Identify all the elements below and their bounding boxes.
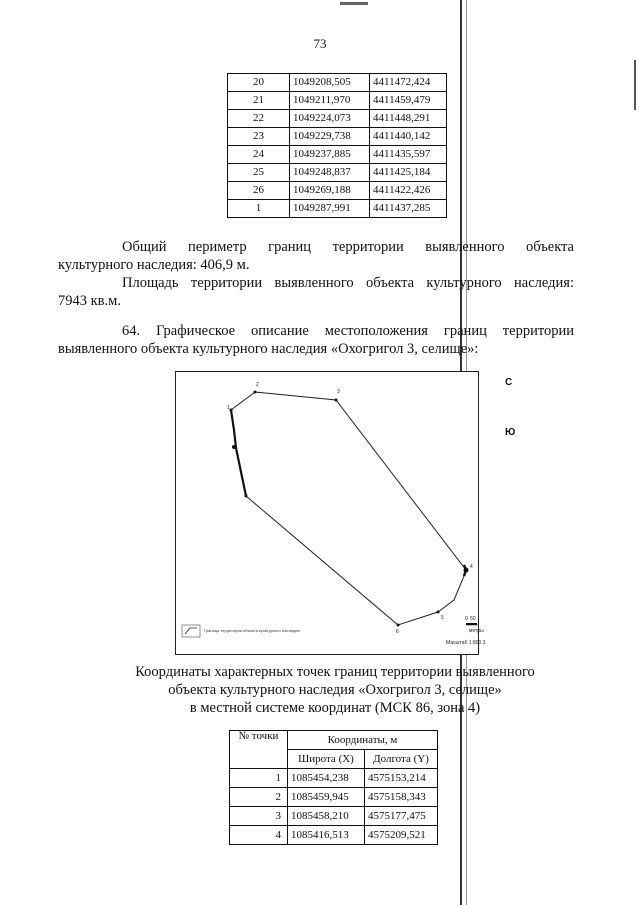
boundary-heavy-segment: [231, 410, 246, 496]
vertex-label-4: 4: [470, 564, 473, 570]
boundary-map: [175, 371, 516, 655]
coord-x: 1085454,238: [288, 769, 365, 788]
perimeter-line-2: культурного наследия: 406,9 м.: [58, 257, 250, 273]
coord-x: 1049287,991: [290, 200, 370, 218]
table-header-row: [230, 731, 438, 750]
coord-y: 4411425,184: [370, 164, 447, 182]
coordinates-heading: [0, 663, 640, 717]
point-number: 1: [228, 200, 290, 218]
point-number: 22: [228, 110, 290, 128]
legend-swatch: [182, 625, 200, 637]
boundary-vertex: [397, 624, 400, 627]
boundary-polygon: [231, 392, 466, 625]
area-line-2: 7943 кв.м.: [58, 293, 121, 309]
map-legend-text: Граница территории объекта культурного наследия: [204, 628, 300, 633]
coord-x: 1049229,738: [290, 128, 370, 146]
coord-x: 1049224,073: [290, 110, 370, 128]
point-number: 20: [228, 74, 290, 92]
boundary-vertex: [335, 399, 338, 402]
boundary-vertex: [464, 568, 469, 573]
point-number: 23: [228, 128, 290, 146]
scale-fifty-label: 50: [470, 616, 476, 622]
coordinates-heading-line-1: Координаты характерных точек границ территории выявленного: [135, 664, 535, 680]
table-row: [228, 200, 447, 218]
point-number: 2: [230, 788, 288, 807]
coord-y: 4411422,426: [370, 182, 447, 200]
page-number: 73: [313, 36, 327, 51]
header-latitude: Широта (X): [288, 750, 365, 769]
table-row: [228, 128, 447, 146]
north-label: С: [505, 377, 513, 388]
vertex-label-6: 6: [396, 629, 399, 635]
perimeter-line-1: Общий периметр границ территории выявленного объекта: [122, 239, 574, 255]
table-row: [228, 182, 447, 200]
coord-x: 1085459,945: [288, 788, 365, 807]
point-number: 25: [228, 164, 290, 182]
coord-x: 1049237,885: [290, 146, 370, 164]
coord-y: 4411440,142: [370, 128, 447, 146]
coord-x: 1049248,837: [290, 164, 370, 182]
vertex-label-2: 2: [256, 382, 259, 388]
header-longitude: Долгота (Y): [365, 750, 438, 769]
point-number: 3: [230, 807, 288, 826]
boundary-vertex: [245, 495, 248, 498]
header-coordinates: Координаты, м: [288, 731, 438, 750]
coordinates-heading-line-2: объекта культурного наследия «Охогригол 3, селище»: [168, 682, 502, 698]
table-row: [230, 826, 438, 845]
scan-top-smudge: [340, 2, 368, 5]
coord-y: 4411448,291: [370, 110, 447, 128]
coord-y: 4411435,597: [370, 146, 447, 164]
coord-y: 4411437,285: [370, 200, 447, 218]
coord-y: 4411472,424: [370, 74, 447, 92]
coordinates-table: [229, 730, 438, 845]
coord-y: 4411459,479: [370, 92, 447, 110]
coord-x: 1085458,210: [288, 807, 365, 826]
boundary-vertex: [437, 611, 440, 614]
coordinates-heading-line-3: в местной системе координат (МСК 86, зона 4): [189, 700, 481, 716]
coord-x: 1085416,513: [288, 826, 365, 845]
legend-swatch-line: [185, 628, 197, 634]
area-line-1: Площадь территории выявленного объекта культурного наследия:: [122, 275, 574, 291]
scale-unit-label: метры: [469, 628, 484, 634]
table-row: [228, 92, 447, 110]
coord-x: 1049269,188: [290, 182, 370, 200]
boundary-map-drawing: [176, 372, 478, 654]
perimeter-paragraph: [58, 238, 574, 274]
vertex-label-3: 3: [337, 389, 340, 395]
coordinates-table-continuation: [227, 73, 447, 218]
point-number: 21: [228, 92, 290, 110]
coord-y: 4575177,475: [365, 807, 438, 826]
scan-edge-mark: [634, 60, 636, 110]
table-row: [230, 769, 438, 788]
table-row: [228, 74, 447, 92]
area-paragraph: [58, 274, 574, 310]
coord-x: 1049208,505: [290, 74, 370, 92]
coord-x: 1049211,970: [290, 92, 370, 110]
header-point-number: № точки: [230, 731, 288, 769]
south-label: Ю: [505, 427, 516, 438]
point-number: 4: [230, 826, 288, 845]
section-line-1: 64. Графическое описание местоположения границ территории: [122, 323, 574, 339]
boundary-vertex: [232, 445, 236, 449]
point-number: 1: [230, 769, 288, 788]
coord-y: 4575153,214: [365, 769, 438, 788]
section-64-paragraph: [58, 322, 574, 358]
coord-y: 4575158,343: [365, 788, 438, 807]
table-row: [230, 788, 438, 807]
scale-ratio-label: Масштаб 1:800 3: [446, 640, 486, 646]
point-number: 26: [228, 182, 290, 200]
scale-zero-label: 0: [465, 616, 468, 622]
table-row: [228, 110, 447, 128]
section-line-2: выявленного объекта культурного наследия «Охогригол 3, селище»:: [58, 341, 479, 357]
table-row: [228, 164, 447, 182]
point-number: 24: [228, 146, 290, 164]
vertex-label-1: 1: [227, 405, 230, 411]
coord-y: 4575209,521: [365, 826, 438, 845]
table-row: [228, 146, 447, 164]
vertex-label-5: 5: [441, 615, 444, 621]
table-row: [230, 807, 438, 826]
boundary-vertex: [254, 391, 257, 394]
